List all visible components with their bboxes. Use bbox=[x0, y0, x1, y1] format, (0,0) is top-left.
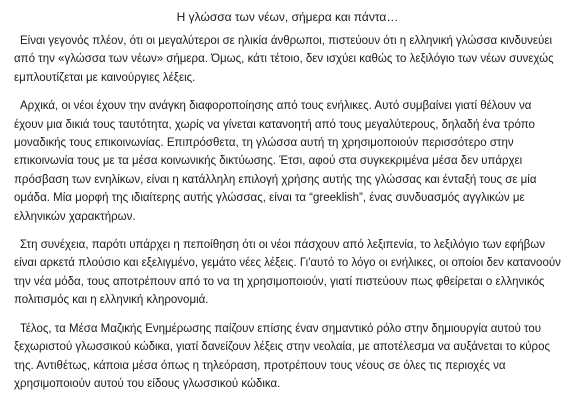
paragraph-media: Τέλος, τα Μέσα Μαζικής Ενημέρωσης παίζουν επίσης έναν σημαντικό ρόλο στην δημιουργία αυτού του ξεχωριστού γλωσσικού κώδικα, γιατί δανείζουν λέξεις στην νεολαία, με αποτέλεσμα να αυξάνεται το κύρος της. Αντιθέτως, κάποια μέσα όπως η τηλεόραση, προτρέπουν τους νέους σε όλες τις περιοχές να χρησιμοποιούν αυτού του είδους γλωσσικού κώδικα. bbox=[14, 322, 551, 390]
document-title: Η γλώσσα των νέων, σήμερα και πάντα… bbox=[176, 10, 399, 24]
paragraph-differentiation: Αρχικά, οι νέοι έχουν την ανάγκη διαφοροποίησης από τους ενήλικες. Αυτό συμβαίνει γιατί θέλουν να έχουν μια δικιά τους ταυτότητα, χωρίς να γίνεται κατανοητή από τους μεγαλύτερους, δηλαδή ένα τρόπο μοναδικής τους επικοινωνίας. Επιπρόσθετα, τη γλώσσα αυτή τη χρησιμοποιούν περισσότερο στην επικοινωνία τους με τα μέσα κοινωνικής δικτύωσης. Έτσι, αφού στα συγκεκριμένα μέσα δεν υπάρχει πρόσβαση των ενηλίκων, είναι η κατάλληλη επιλογή χρήσης αυτής της γλώσσας και ένταξή τους σε μία ομάδα. Μία μορφή της ιδιαίτερης αυτής γλώσσας, είναι τα “greeklish”, ένας συνδυασμός αγγλικών με ελληνικών χαρακτήρων. bbox=[14, 100, 537, 223]
paragraph-intro: Είναι γεγονός πλέον, ότι οι μεγαλύτεροι σε ηλικία άνθρωποι, πιστεύουν ότι η ελληνική γλώσσα κινδυνεύει από την «γλώσσα των νέων» σήμερα. Όμως, κάτι τέτοιο, δεν ισχύει καθώς το λεξιλόγιο των νέων συνεχώς εμπλουτίζεται με καινούργιες λέξεις. bbox=[14, 35, 554, 84]
paragraph-vocabulary: Στη συνέχεια, παρότι υπάρχει η πεποίθηση ότι οι νέοι πάσχουν από λεξιπενία, το λεξιλόγιο των εφήβων είναι αρκετά πλούσιο και εξελιγμένο, γεμάτο νέες λέξεις. Γι'αυτό το λόγο οι ενήλικες, οι οποίοι δεν κατανοούν την νέα μόδα, τους αποτρέπουν από το να τη χρησιμοποιούν, γιατί πιστεύουν πως φθείρεται ο ελληνικός πολιτισμός και η ελληνική κληρονομιά. bbox=[14, 239, 561, 307]
